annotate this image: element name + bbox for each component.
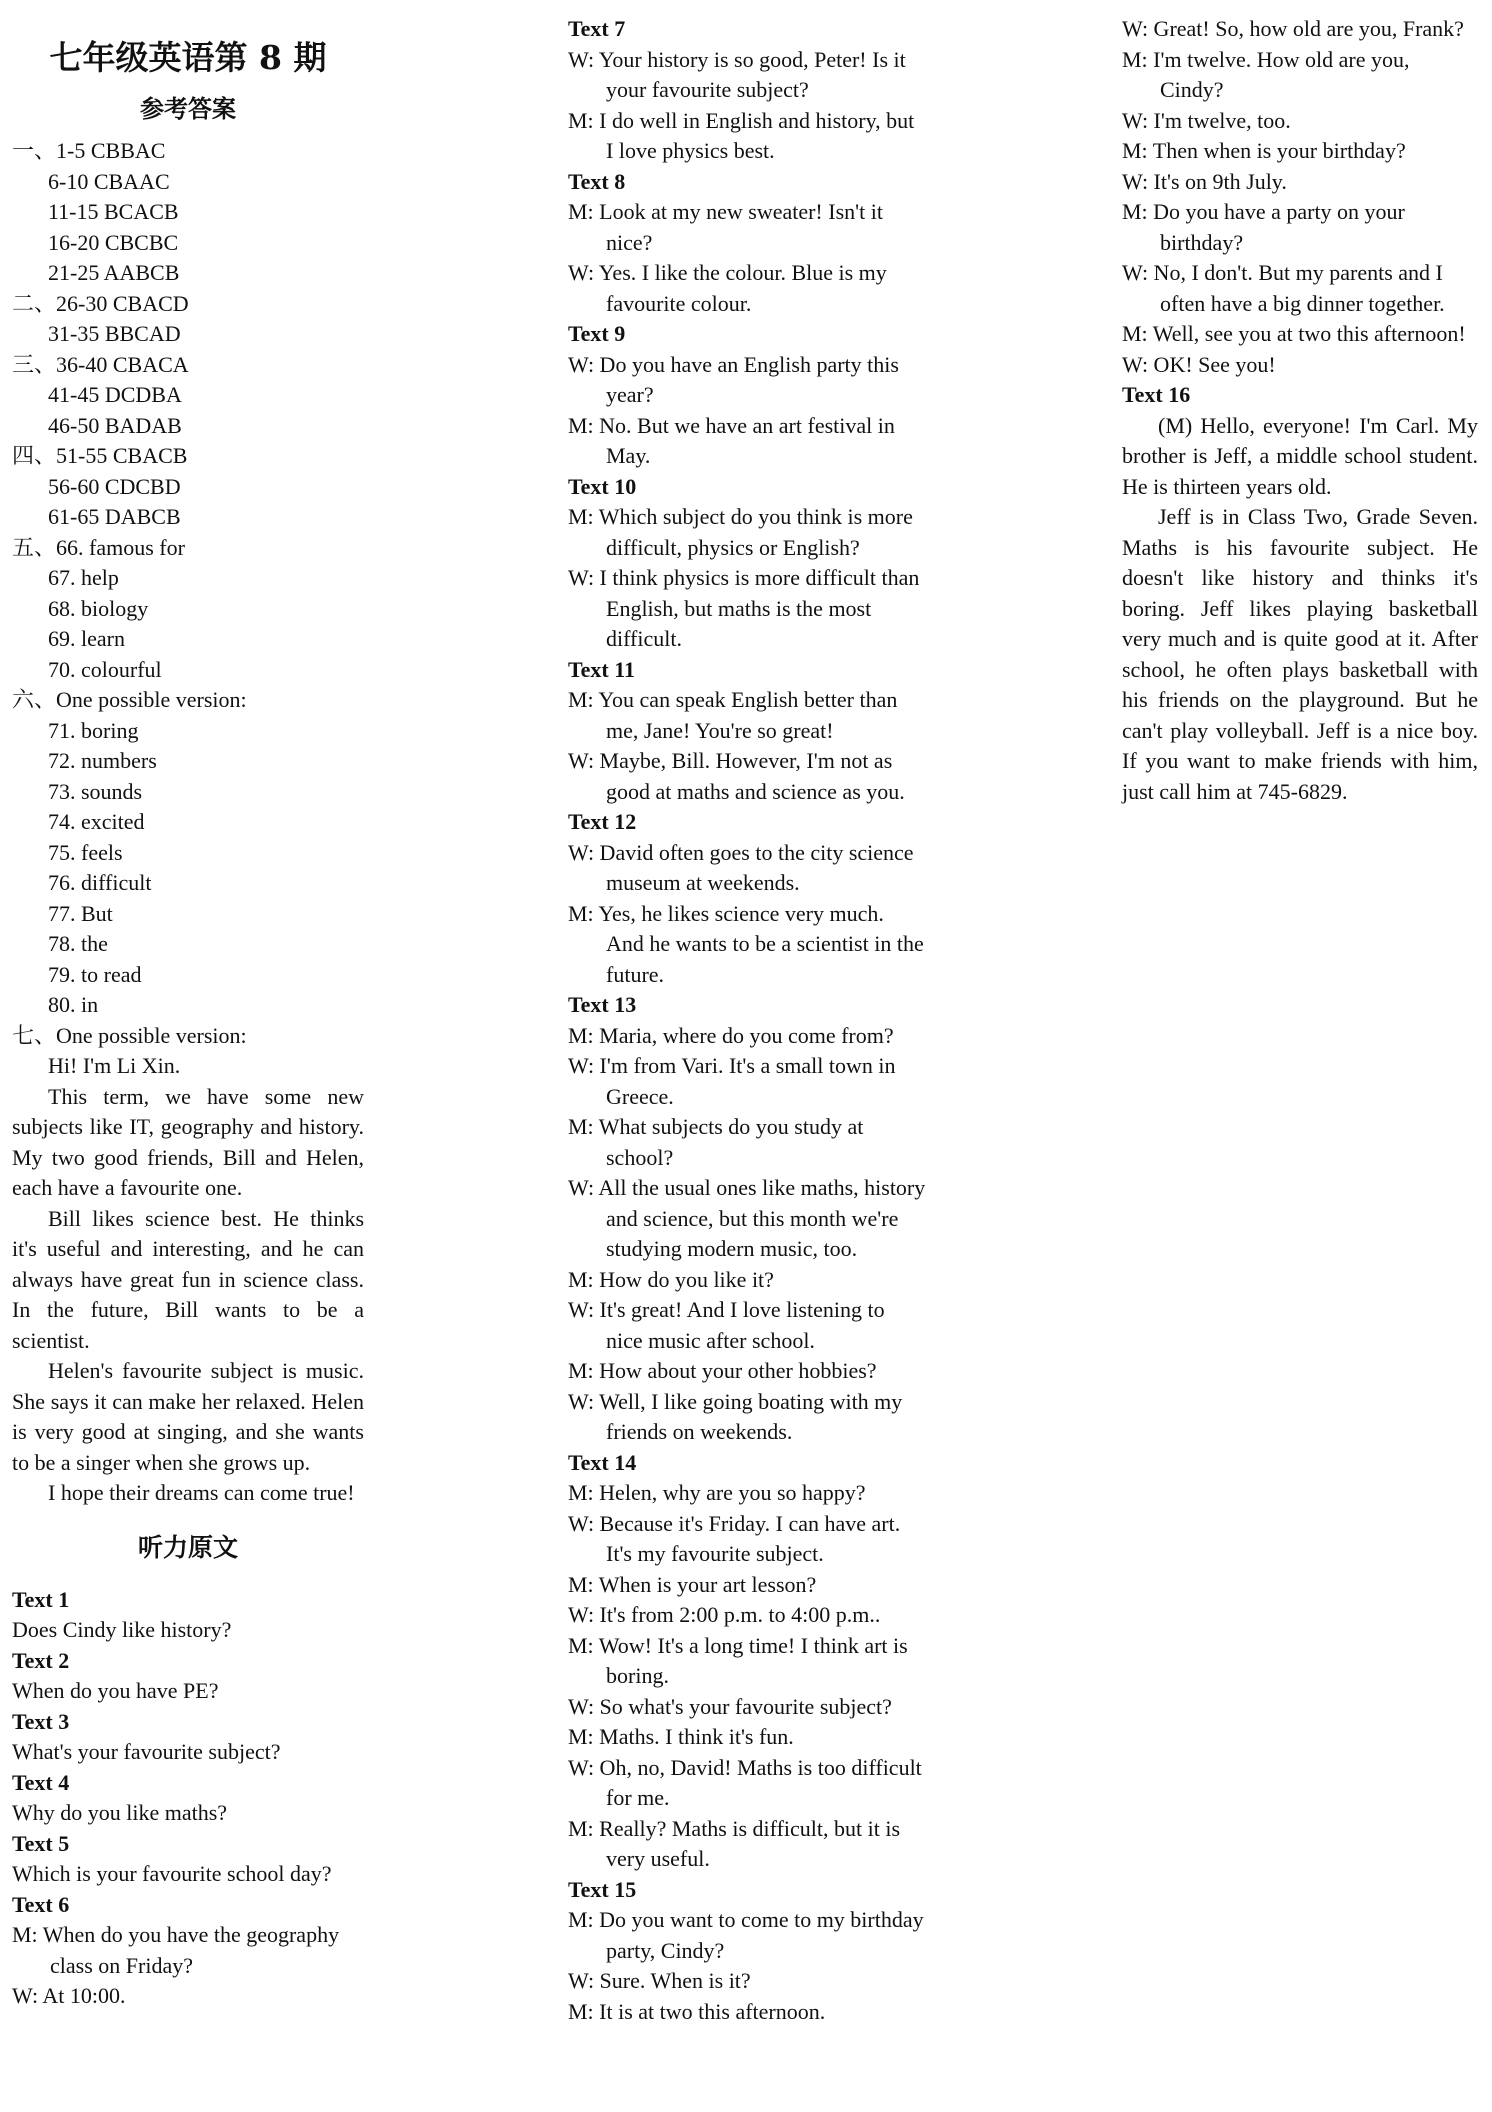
dialogue-line: W: Sure. When is it? <box>568 1968 751 1993</box>
dialogue-line: M: Really? Maths is difficult, but it is very useful. <box>568 1815 901 1871</box>
dialogue-line: Does Cindy like history? <box>12 1617 232 1642</box>
column-3 <box>1122 14 1478 807</box>
text-heading: Text 15 <box>568 1876 637 1902</box>
answer-row <box>12 258 364 289</box>
dialogue-line: M: When is your art lesson? <box>568 1571 817 1597</box>
dialogue-line: M: Then when is your birthday? <box>1122 138 1406 163</box>
answer-text: 77. But <box>48 900 113 926</box>
answer-text: One possible version: <box>56 687 247 712</box>
text-heading: Text 12 <box>568 809 637 834</box>
essay-paragraph: This term, we have some new subjects like IT, geography and history. My two good friends, Bill and Helen, each have a favourite one. <box>12 1083 364 1200</box>
answer-text: 6-10 CBAAC <box>48 168 170 194</box>
column-1 <box>12 14 364 2012</box>
answer-row <box>12 960 364 991</box>
dialogue-line: W: I'm from Vari. It's a small town in Greece. <box>568 1053 896 1109</box>
text-heading: Text 3 <box>12 1708 70 1734</box>
section-mark: 六、 <box>12 687 57 712</box>
answer-row <box>12 411 364 442</box>
dialogue-line: W: OK! See you! <box>1122 351 1276 377</box>
text-heading: Text 2 <box>12 1647 70 1673</box>
dialogue-line: M: Well, see you at two this afternoon! <box>1122 321 1466 346</box>
answer-text: 76. difficult <box>48 870 152 895</box>
answer-text: 79. to read <box>48 961 142 987</box>
answer-text: 41-45 DCDBA <box>48 382 182 407</box>
answer-text: 70. colourful <box>48 656 162 682</box>
answer-row <box>12 350 364 381</box>
answer-row <box>12 136 364 167</box>
answer-row <box>12 228 364 259</box>
essay-paragraph: I hope their dreams can come true! <box>48 1480 355 1505</box>
dialogue-line: W: Oh, no, David! Maths is too difficult for me. <box>568 1754 922 1810</box>
answer-row <box>12 777 364 808</box>
section-mark: 一、 <box>12 138 57 163</box>
dialogue-line: W: I'm twelve, too. <box>1122 107 1291 133</box>
dialogue-line: M: How do you like it? <box>568 1266 774 1292</box>
listening-texts-col2 <box>568 14 926 2027</box>
dialogue-line: W: It's on 9th July. <box>1122 168 1287 194</box>
dialogue-line: M: I'm twelve. How old are you, Cindy? <box>1122 46 1410 102</box>
text-heading: Text 6 <box>12 1891 70 1917</box>
answer-text: 68. biology <box>48 595 149 621</box>
dialogue-line: M: Maths. I think it's fun. <box>568 1724 794 1749</box>
answer-text: 80. in <box>48 992 99 1017</box>
answer-row <box>12 1021 364 1052</box>
text15-continued <box>1122 14 1478 380</box>
dialogue-line: W: Great! So, how old are you, Frank? <box>1122 16 1464 41</box>
listening-heading: 听力原文 <box>137 1532 238 1562</box>
dialogue-line: W: It's great! And I love listening to nice music after school. <box>568 1297 885 1353</box>
answer-row <box>12 502 364 533</box>
text-heading: Text 10 <box>568 473 637 499</box>
answer-row <box>12 868 364 899</box>
text-heading: Text 4 <box>12 1769 70 1795</box>
dialogue-line: W: At 10:00. <box>12 1983 126 2008</box>
dialogue-line: W: All the usual ones like maths, history and science, but this month we're studying modern music, too. <box>568 1175 926 1261</box>
dialogue-line: M: I do well in English and history, but I love physics best. <box>568 107 915 163</box>
answer-text: 11-15 BCACB <box>48 199 179 224</box>
dialogue-line: M: Do you have a party on your birthday? <box>1122 199 1405 255</box>
answer-text: 72. numbers <box>48 748 157 773</box>
answer-text: 31-35 BBCAD <box>48 321 181 346</box>
answer-row <box>12 838 364 869</box>
answer-text: 1-5 CBBAC <box>56 138 166 163</box>
text-heading: Text 16 <box>1122 382 1191 407</box>
text-heading: Text 11 <box>568 656 636 682</box>
text-heading: Text 7 <box>568 16 626 41</box>
answer-text: One possible version: <box>56 1022 247 1048</box>
answer-row <box>12 929 364 960</box>
answer-text: 66. famous for <box>56 534 185 560</box>
section-mark: 四、 <box>12 443 57 468</box>
answer-text: 69. learn <box>48 626 125 651</box>
section-mark: 七、 <box>12 1022 57 1048</box>
answer-row <box>12 289 364 320</box>
answer-row <box>12 472 364 503</box>
text-heading: Text 5 <box>12 1830 70 1856</box>
answer-row <box>12 746 364 777</box>
answer-text: 78. the <box>48 931 108 956</box>
dialogue-line: M: How about your other hobbies? <box>568 1358 877 1383</box>
essay-paragraph: Bill likes science best. He thinks it's useful and interesting, and he can always have great fun in science class. In the future, Bill wants to be a scientist. <box>12 1205 364 1353</box>
dialogue-line: What's your favourite subject? <box>12 1739 281 1764</box>
dialogue-line: W: David often goes to the city science museum at weekends. <box>568 839 914 895</box>
dialogue-line: M: Look at my new sweater! Isn't it nice? <box>568 199 883 255</box>
answer-text: 75. feels <box>48 839 123 865</box>
section-mark: 五、 <box>12 534 57 560</box>
monologue-paragraph: (M) Hello, everyone! I'm Carl. My brother is Jeff, a middle school student. He is thirteen years old. <box>1122 412 1478 499</box>
dialogue-line: M: Do you want to come to my birthday party, Cindy? <box>568 1907 924 1963</box>
answer-text: 36-40 CBACA <box>56 351 189 377</box>
answer-row <box>12 624 364 655</box>
answer-row <box>12 1051 364 1082</box>
answer-row <box>12 533 364 564</box>
text-heading: Text 13 <box>568 992 637 1017</box>
answer-row <box>12 319 364 350</box>
monologue-paragraph: Jeff is in Class Two, Grade Seven. Maths is his favourite subject. He doesn't like history and thinks it's boring. Jeff likes playing basketball very much and is quite good at it. After school, he often plays basketball with his friends on the playground. But he can't play volleyball. Jeff is a nice boy. If you want to make friends with him, just call him at 745-6829. <box>1122 504 1478 804</box>
answer-row <box>12 655 364 686</box>
answer-text: 16-20 CBCBC <box>48 229 179 255</box>
answer-row <box>12 197 364 228</box>
text-heading: Text 1 <box>12 1586 70 1612</box>
dialogue-line: Why do you like maths? <box>12 1800 228 1825</box>
answer-row <box>12 167 364 198</box>
answer-row <box>12 441 364 472</box>
dialogue-line: W: Do you have an English party this year? <box>568 351 899 407</box>
dialogue-line: M: Helen, why are you so happy? <box>568 1480 866 1505</box>
text-heading: Text 14 <box>568 1449 637 1475</box>
answer-row <box>12 594 364 625</box>
dialogue-line: M: What subjects do you study at school? <box>568 1114 864 1170</box>
answer-text: 74. excited <box>48 809 145 834</box>
answer-row <box>12 380 364 411</box>
text-heading: Text 8 <box>568 168 626 194</box>
dialogue-line: W: So what's your favourite subject? <box>568 1693 892 1719</box>
dialogue-line: W: Maybe, Bill. However, I'm not as good at maths and science as you. <box>568 748 905 804</box>
answer-text: 61-65 DABCB <box>48 504 181 529</box>
text-heading: Text 9 <box>568 321 626 346</box>
answer-row <box>12 716 364 747</box>
dialogue-line: M: Maria, where do you come from? <box>568 1022 894 1048</box>
dialogue-line: M: When do you have the geography class on Friday? <box>12 1922 340 1978</box>
column-2 <box>568 14 926 2027</box>
answer-text: 51-55 CBACB <box>56 443 188 468</box>
dialogue-line: When do you have PE? <box>12 1678 219 1703</box>
dialogue-line: M: You can speak English better than me, Jane! You're so great! <box>568 687 898 743</box>
answer-text: 46-50 BADAB <box>48 412 182 438</box>
section-mark: 二、 <box>12 290 57 316</box>
page-title: 七年级英语第 8 期 <box>49 38 327 77</box>
dialogue-line: W: Yes. I like the colour. Blue is my favourite colour. <box>568 260 887 316</box>
dialogue-line: M: No. But we have an art festival in May. <box>568 412 895 468</box>
answer-row <box>12 899 364 930</box>
dialogue-line: Which is your favourite school day? <box>12 1861 332 1886</box>
answer-row <box>12 563 364 594</box>
text16 <box>1122 380 1478 807</box>
answer-key-heading: 参考答案 <box>140 94 236 123</box>
dialogue-line: W: It's from 2:00 p.m. to 4:00 p.m.. <box>568 1602 881 1627</box>
dialogue-line: M: Which subject do you think is more difficult, physics or English? <box>568 504 913 560</box>
section-mark: 三、 <box>12 351 57 377</box>
answer-list <box>12 136 364 1082</box>
answer-text: 56-60 CDCBD <box>48 473 181 499</box>
answer-text: 73. sounds <box>48 778 143 804</box>
dialogue-line: W: I think physics is more difficult than English, but maths is the most difficult. <box>568 565 920 651</box>
answer-text: Hi! I'm Li Xin. <box>48 1053 181 1078</box>
answer-row <box>12 990 364 1021</box>
listening-texts-col1 <box>12 1585 364 2012</box>
dialogue-line: W: Your history is so good, Peter! Is it your favourite subject? <box>568 46 906 102</box>
answer-text: 26-30 CBACD <box>56 290 189 316</box>
dialogue-line: M: Wow! It's a long time! I think art is boring. <box>568 1632 908 1688</box>
dialogue-line: W: No, I don't. But my parents and I often have a big dinner together. <box>1122 260 1445 316</box>
dialogue-line: W: Because it's Friday. I can have art. It's my favourite subject. <box>568 1510 901 1566</box>
answer-text: 67. help <box>48 565 119 590</box>
answer-text: 71. boring <box>48 717 139 743</box>
answer-row <box>12 685 364 716</box>
essay-paragraph: Helen's favourite subject is music. She says it can make her relaxed. Helen is very good at singing, and she wants to be a singer when she grows up. <box>12 1358 364 1475</box>
answer-row <box>12 807 364 838</box>
sample-essay <box>12 1082 364 1509</box>
dialogue-line: M: It is at two this afternoon. <box>568 1998 826 2024</box>
answer-text: 21-25 AABCB <box>48 260 180 285</box>
dialogue-line: M: Yes, he likes science very much. And he wants to be a scientist in the future. <box>568 900 924 987</box>
dialogue-line: W: Well, I like going boating with my friends on weekends. <box>568 1388 903 1444</box>
